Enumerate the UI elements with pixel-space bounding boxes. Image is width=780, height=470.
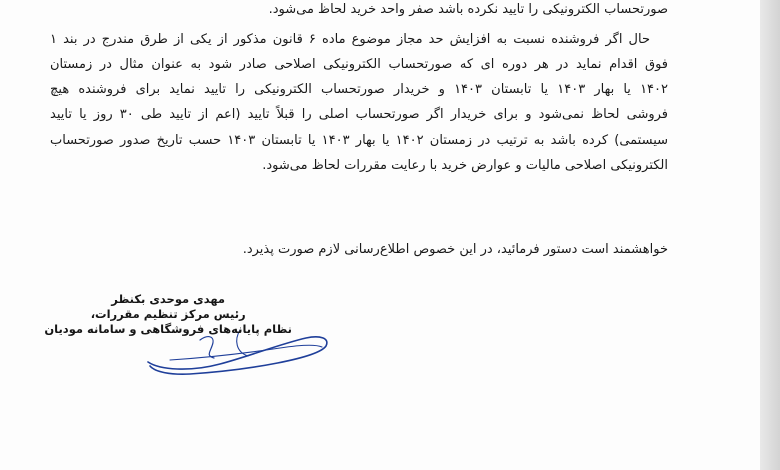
paragraph-2-line-6: الکترونیکی اصلاحی مالیات و عوارض خرید با رعایت مقررات لحاظ می‌شود.	[262, 158, 668, 173]
page-edge-shadow	[760, 0, 780, 470]
signatory-title-line-1: رئیس مرکز تنظیم مقررات،	[90, 307, 246, 321]
paragraph-2-line-4: فروشی لحاظ نمی‌شود و برای خریدار اگر صورتحساب اصلی را قبلاً تایید (اعم از تایید طی ۳۰ روز یا تایید	[50, 107, 668, 122]
paragraph-2-line-3: ۱۴۰۲ یا بهار ۱۴۰۳ یا تابستان ۱۴۰۳ و خریدار صورتحساب الکترونیکی را تایید نماید برای فروشنده هیچ	[50, 82, 668, 97]
closing-request: خواهشمند است دستور فرمائید، در این خصوص اطلاع‌رسانی لازم صورت پذیرد.	[242, 242, 668, 257]
signatory-title-line-2: نظام پایانه‌های فروشگاهی و سامانه مودیان	[44, 322, 292, 336]
signatory-block	[44, 292, 292, 337]
paragraph-1-tail: صورتحساب الکترونیکی را تایید نکرده باشد صفر واحد خرید لحاظ می‌شود.	[268, 2, 668, 17]
paragraph-2-line-2: فوق اقدام نماید در هر دوره ای که صورتحساب الکترونیکی اصلاحی صادر شود به عنوان مثال در زمستان	[50, 57, 668, 72]
paragraph-2-line-5: سیستمی) کرده باشد به ترتیب در زمستان ۱۴۰۲ یا بهار ۱۴۰۳ یا تابستان ۱۴۰۳ حسب تاریخ صدور صورتحساب	[50, 133, 669, 148]
paragraph-2-line-1: حال اگر فروشنده نسبت به افزایش حد مجاز موضوع ماده ۶ قانون مذکور از یکی از طرق مندرج در بند ۱	[50, 32, 650, 47]
signatory-name: مهدی موحدی بکنظر	[111, 292, 226, 306]
